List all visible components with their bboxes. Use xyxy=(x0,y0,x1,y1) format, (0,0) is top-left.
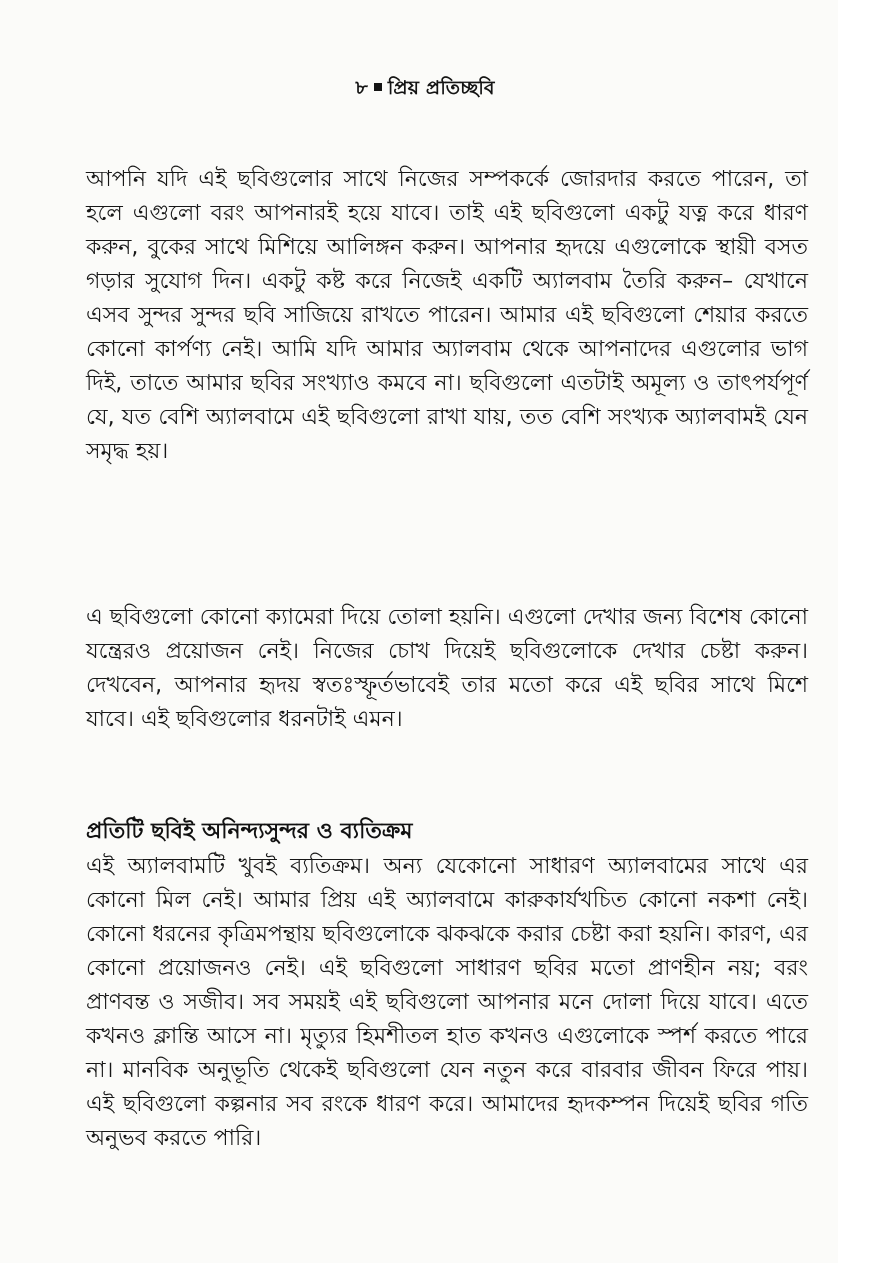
page-margin-edge xyxy=(838,0,870,1263)
separator-square-icon xyxy=(374,83,382,91)
paragraph-1: আপনি যদি এই ছবিগুলোর সাথে নিজের সম্পকর্কে জোরদার করতে পারেন, তা হলে এগুলো বরং আপনারই হয়ে যাবে। তাই এই ছবিগুলো একটু যত্ন করে ধারণ করুন, বুকের সাথে মিশিয়ে আলিঙ্গন করুন। আপনার হৃদয়ে এগুলোকে স্থায়ী বসত গড়ার সুযোগ দিন। একটু কষ্ট করে নিজেই একটি অ্যালবাম তৈরি করুন– যেখানে এসব সুন্দর সুন্দর ছবি সাজিয়ে রাখতে পারেন। আমার এই ছবিগুলো শেয়ার করতে কোনো কার্পণ্য নেই। আমি যদি আমার অ্যালবাম থেকে আপনাদের এগুলোর ভাগ দিই, তাতে আমার ছবির সংখ্যাও কমবে না। ছবিগুলো এতটাই অমূল্য ও তাৎপর্যপূর্ণ যে, যত বেশি অ্যালবামে এই ছবিগুলো রাখা যায়, তত বেশি সংখ্যক অ্যালবামই যেন সমৃদ্ধ হয়। xyxy=(86,167,808,464)
book-title: প্রিয় প্রতিচ্ছবি xyxy=(387,77,495,99)
running-header xyxy=(0,74,850,106)
section-paragraph: এই অ্যালবামটি খুবই ব্যতিক্রম। অন্য যেকোনো সাধারণ অ্যালবামের সাথে এর কোনো মিল নেই। আমার প্রিয় এই অ্যালবামে কারুকার্যখচিত কোনো নকশা নেই। কোনো ধরনের কৃত্রিমপন্থায় ছবিগুলোকে ঝকঝকে করার চেষ্টা করা হয়নি। কারণ, এর কোনো প্রয়োজনও নেই। এই ছবিগুলো সাধারণ ছবির মতো প্রাণহীন নয়; বরং প্রাণবন্ত ও সজীব। সব সময়ই এই ছবিগুলো আপনার মনে দোলা দিয়ে যাবে। এতে কখনও ক্লান্তি আসে না। মৃত্যুর হিমশীতল হাত কখনও এগুলোকে স্পর্শ করতে পারে না। মানবিক অনুভূতি থেকেই ছবিগুলো যেন নতুন করে বারবার জীবন ফিরে পায়। এই ছবিগুলো কল্পনার সব রংকে ধারণ করে। আমাদের হৃদকম্পন দিয়েই ছবির গতি অনুভব করতে পারি। xyxy=(86,854,808,1151)
page-number: ৮ xyxy=(355,77,368,99)
paragraph-2: এ ছবিগুলো কোনো ক্যামেরা দিয়ে তোলা হয়নি। এগুলো দেখার জন্য বিশেষ কোনো যন্ত্রেরও প্রয়োজন নেই। নিজের চোখ দিয়েই ছবিগুলোকে দেখার চেষ্টা করুন। দেখবেন, আপনার হৃদয় স্বতঃস্ফূর্তভাবেই তার মতো করে এই ছবির সাথে মিশে যাবে। এই ছবিগুলোর ধরনটাই এমন। xyxy=(86,605,808,732)
section-heading: প্রতিটি ছবিই অনিন্দ্যসুন্দর ও ব্যতিক্রম xyxy=(86,819,413,844)
